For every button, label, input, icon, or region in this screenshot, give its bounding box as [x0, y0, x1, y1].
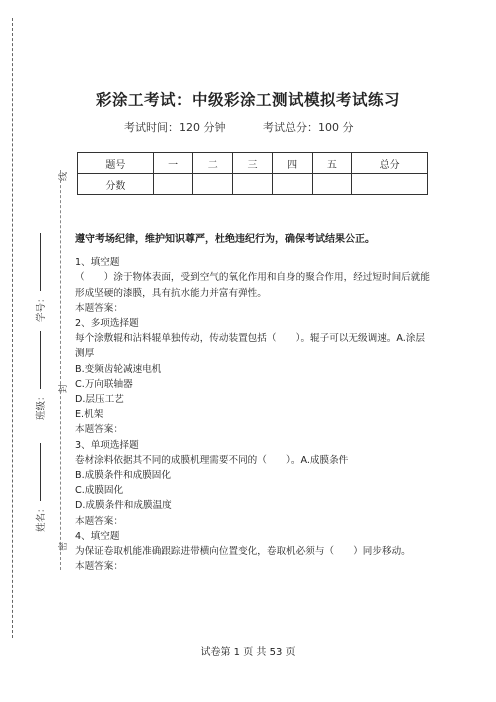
- question-header: 1、填空题: [75, 257, 120, 269]
- question-text: 为保证卷取机能准确跟踪进带横向位置变化，卷取机必须与（ ）同步移动。: [75, 546, 411, 558]
- seal-mark-secret: 密: [59, 541, 70, 552]
- question-text: 每个涂敷辊和沾料辊单独传动，传动装置包括（ ）。辊子可以无级调速。A.涂层测厚: [75, 333, 426, 360]
- seal-mark-seal: 封: [59, 383, 70, 394]
- answer-label: 本题答案：: [75, 515, 123, 527]
- option-c: C.万向联轴器: [75, 378, 133, 390]
- question-header: 2、多项选择题: [75, 318, 139, 330]
- score-cell[interactable]: [272, 174, 312, 195]
- score-table-header: 四: [272, 153, 312, 174]
- answer-label: 本题答案：: [75, 302, 123, 314]
- name-label: 姓名：: [36, 503, 47, 532]
- total-score: 考试总分：100 分: [263, 121, 354, 134]
- score-table-header: 一: [153, 153, 193, 174]
- class-field: [33, 331, 47, 420]
- class-label: 班级：: [36, 391, 47, 420]
- question-4: [75, 529, 431, 575]
- score-table-header: 五: [312, 153, 352, 174]
- exam-meta: [124, 119, 354, 135]
- question-header: 4、填空题: [75, 530, 120, 542]
- answer-label: 本题答案：: [75, 561, 123, 573]
- score-table-header-row: [78, 153, 428, 174]
- question-header: 3、单项选择题: [75, 439, 139, 451]
- score-cell[interactable]: [312, 174, 352, 195]
- score-row-label: 分数: [78, 174, 154, 195]
- exam-time: 考试时间：120 分钟: [124, 121, 226, 134]
- score-table-header: 三: [233, 153, 273, 174]
- score-table-score-row: [78, 174, 428, 195]
- exam-rule: 遵守考场纪律，维护知识尊严，杜绝违纪行为，确保考试结果公正。: [75, 234, 375, 245]
- option-b: B.成膜条件和成膜固化: [75, 470, 171, 482]
- page-footer: 试卷第 1 页 共 53 页: [200, 647, 296, 658]
- option-c: C.成膜固化: [75, 485, 124, 497]
- seal-mark-line: 线: [59, 171, 70, 182]
- score-cell[interactable]: [153, 174, 193, 195]
- option-d: D.层压工艺: [75, 394, 124, 406]
- question-2: [75, 316, 431, 438]
- option-b: B.变频齿轮减速电机: [75, 363, 162, 375]
- student-id-field: [33, 233, 47, 322]
- answer-label: 本题答案：: [75, 424, 123, 436]
- option-d: D.成膜条件和成膜温度: [75, 500, 172, 512]
- question-3: [75, 438, 431, 529]
- question-content: [75, 232, 431, 574]
- score-cell[interactable]: [193, 174, 233, 195]
- question-1: [75, 255, 431, 316]
- question-text: （ ）涂于物体表面，受到空气的氧化作用和自身的聚合作用，经过短时间后就能形成坚硬的漆膜，具有抗水能力并富有弹性。: [75, 272, 430, 299]
- score-table: [77, 152, 428, 195]
- name-field: [33, 443, 47, 532]
- question-text: 卷材涂料依据其不同的成膜机理需要不同的（ ）。A.成膜条件: [75, 454, 349, 466]
- student-id-label: 学号：: [36, 293, 47, 322]
- score-table-header: 二: [193, 153, 233, 174]
- score-table-header: 总分: [352, 153, 428, 174]
- page-title: 彩涂工考试：中级彩涂工测试模拟考试练习: [95, 91, 400, 109]
- score-cell[interactable]: [233, 174, 273, 195]
- outer-cut-line: [12, 18, 13, 638]
- score-table-header: 题号: [78, 153, 154, 174]
- inner-seal-line: [60, 170, 61, 570]
- score-cell[interactable]: [352, 174, 428, 195]
- option-e: E.机架: [75, 409, 104, 421]
